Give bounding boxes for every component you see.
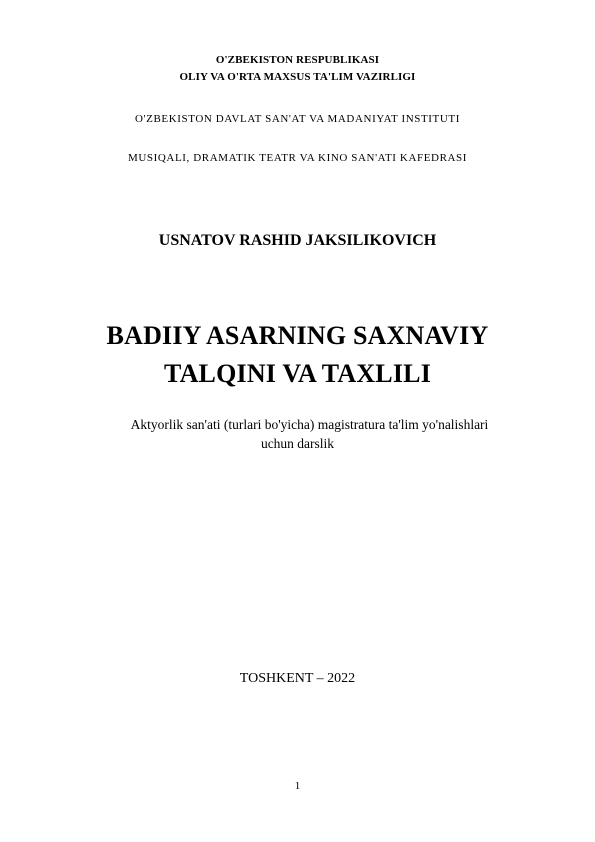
title-line-2: TALQINI VA TAXLILI xyxy=(163,359,432,388)
subtitle-line-2: uchun darslik xyxy=(260,436,335,451)
header-institute: O'ZBEKISTON DAVLAT SAN'AT VA MADANIYAT INSTITUTI xyxy=(135,113,460,125)
page-number: 1 xyxy=(294,780,301,792)
city-year: TOSHKENT – 2022 xyxy=(239,671,356,686)
title-line-1: BADIIY ASARNING SAXNAVIY xyxy=(106,321,489,350)
header-department: MUSIQALI, DRAMATIK TEATR VA KINO SAN'ATI KAFEDRASI xyxy=(127,152,468,164)
subtitle-line-1: Aktyorlik san'ati (turlari bo'yicha) magistratura ta'lim yo'nalishlari xyxy=(130,417,489,432)
author-name: USNATOV RASHID JAKSILIKOVICH xyxy=(158,232,437,249)
header-ministry: OLIY VA O'RTA MAXSUS TA'LIM VAZIRLIGI xyxy=(179,71,416,83)
header-republic: O'ZBEKISTON RESPUBLIKASI xyxy=(215,54,380,66)
